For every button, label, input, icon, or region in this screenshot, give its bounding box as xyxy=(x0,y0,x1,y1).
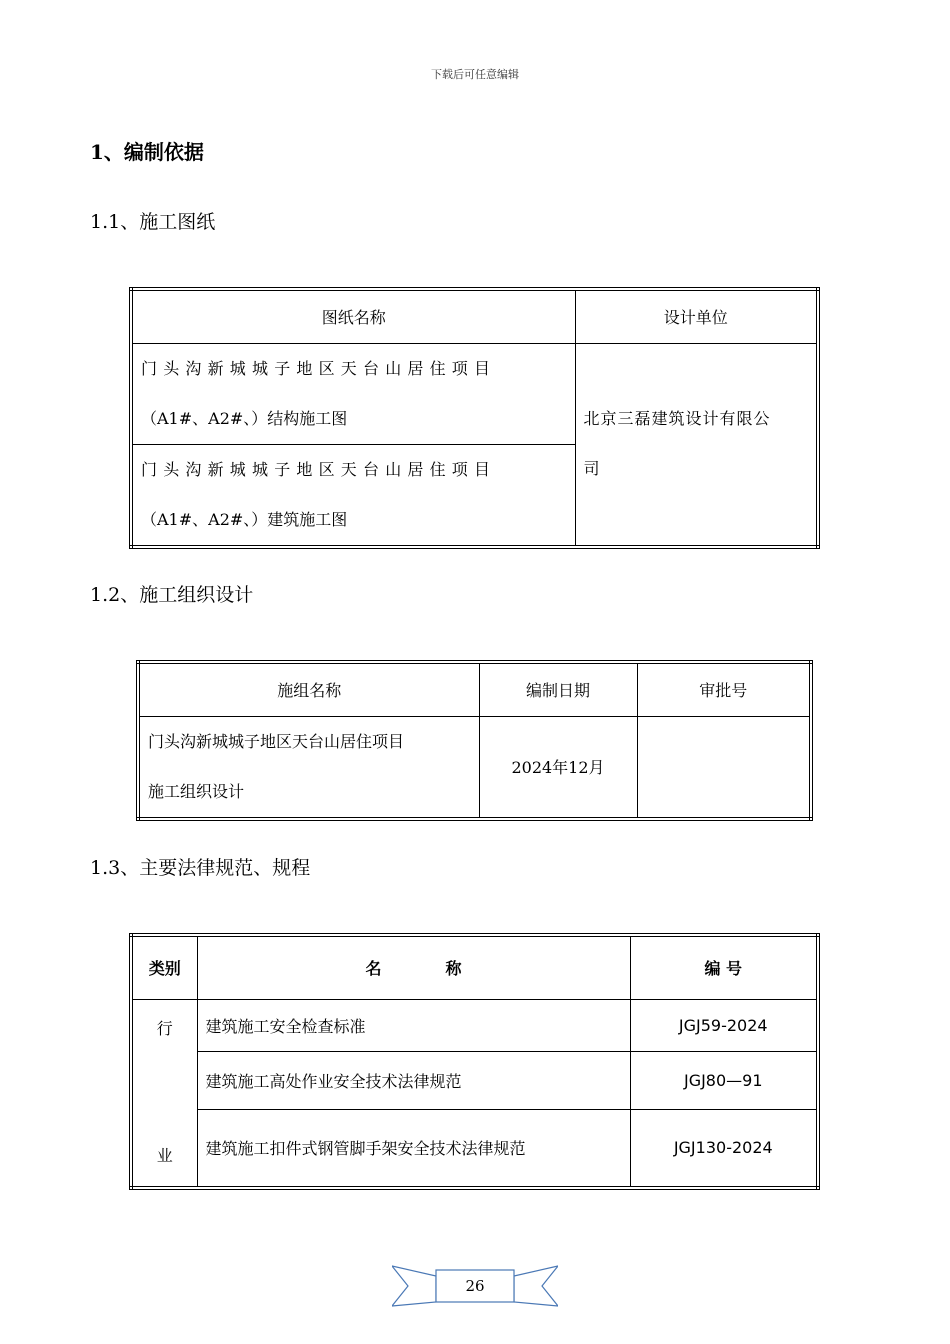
reg-code-cell: JGJ80—91 xyxy=(630,1052,818,1110)
page-header: 下载后可任意编辑 xyxy=(431,68,519,81)
section-title-regulations: 1.3、主要法律规范、规程 xyxy=(90,857,311,879)
drawing-name-line1: 门头沟新城城子地区天台山居住项目 xyxy=(141,358,497,378)
drawing-name-line2: （A1#、A2#、）结构施工图 xyxy=(141,408,348,428)
reg-header-name: 名 称 xyxy=(197,935,630,999)
reg-category-top: 行 xyxy=(156,1018,173,1038)
reg-name-cell: 建筑施工高处作业安全技术法律规范 xyxy=(197,1052,630,1110)
page-number: 26 xyxy=(465,1277,485,1295)
drawing-name-line2: （A1#、A2#、）建筑施工图 xyxy=(141,509,348,529)
design-unit-line1: 北京三磊建筑设计有限公 xyxy=(583,409,771,428)
org-name-line2: 施工组织设计 xyxy=(148,781,245,801)
reg-code-cell: JGJ130-2024 xyxy=(630,1109,818,1187)
org-name-line1: 门头沟新城城子地区天台山居住项目 xyxy=(148,731,405,751)
section-title-org-design: 1.2、施工组织设计 xyxy=(90,584,254,606)
reg-name-cell: 建筑施工安全检查标准 xyxy=(197,999,630,1052)
drawings-header-unit: 设计单位 xyxy=(575,289,818,343)
reg-category-bottom: 业 xyxy=(156,1145,173,1165)
org-header-approval: 审批号 xyxy=(637,662,811,716)
org-header-name: 施组名称 xyxy=(138,662,479,716)
org-name-cell xyxy=(138,716,479,819)
regulations-table xyxy=(129,933,820,1190)
reg-category-cell xyxy=(131,999,197,1188)
drawing-name-line1: 门头沟新城城子地区天台山居住项目 xyxy=(141,459,497,479)
org-approval-cell xyxy=(637,716,811,819)
drawing-row-structural xyxy=(131,343,575,444)
drawings-header-name: 图纸名称 xyxy=(131,289,575,343)
reg-header-code: 编 号 xyxy=(630,935,818,999)
org-design-table xyxy=(136,660,813,821)
section-title-drawings: 1.1、施工图纸 xyxy=(90,211,216,233)
drawings-table xyxy=(129,287,820,549)
reg-code-cell: JGJ59-2024 xyxy=(630,999,818,1052)
page-number-ribbon xyxy=(392,1262,558,1310)
drawing-row-architectural xyxy=(131,444,575,547)
org-header-date: 编制日期 xyxy=(479,662,637,716)
reg-name-cell: 建筑施工扣件式钢管脚手架安全技术法律规范 xyxy=(197,1109,630,1187)
section-title-basis: 1、编制依据 xyxy=(90,140,204,164)
org-date-cell: 2024年12月 xyxy=(479,716,637,819)
design-unit-line2: 司 xyxy=(583,459,600,478)
design-unit-cell xyxy=(575,343,818,547)
reg-header-category: 类别 xyxy=(131,935,197,999)
